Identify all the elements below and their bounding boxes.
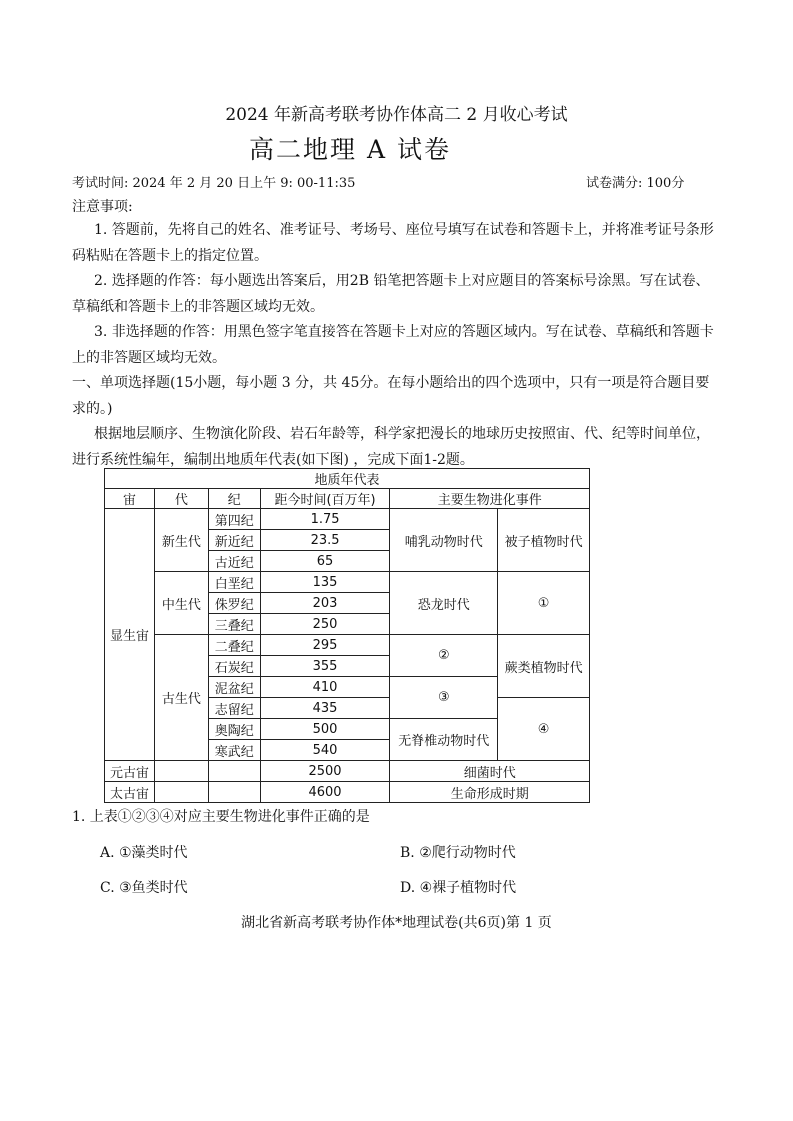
event-ferns: 蕨类植物时代 (498, 635, 590, 698)
period-cell: 第四纪 (208, 509, 260, 530)
empty-cell (154, 761, 208, 782)
option-c[interactable]: C. ③鱼类时代 (100, 880, 188, 896)
notes-heading: 注意事项: (72, 199, 133, 215)
period-cell: 奥陶纪 (208, 719, 260, 740)
time-cell: 2500 (260, 761, 390, 782)
question-intro: 根据地层顺序、生物演化阶段、岩石年龄等，科学家把漫长的地球历史按照宙、代、纪等时间单位，进行系统性编年，编制出地质年代表(如下图) ，完成下面1-2题。 (72, 426, 710, 468)
option-b[interactable]: B. ②爬行动物时代 (400, 845, 516, 861)
period-cell: 新近纪 (208, 530, 260, 551)
event-blank-4: ④ (498, 698, 590, 761)
period-cell: 石炭纪 (208, 656, 260, 677)
event-blank-2: ② (390, 635, 498, 677)
note-item-2: 2. 选择题的作答：每小题选出答案后，用2B 铅笔把答题卡上对应题目的答案标号涂黑。写在试卷、草稿纸和答题卡上的非答题区域均无效。 (72, 273, 710, 315)
period-cell: 寒武纪 (208, 740, 260, 761)
event-angiosperms: 被子植物时代 (498, 509, 590, 572)
period-cell: 古近纪 (208, 551, 260, 572)
header-period: 纪 (208, 489, 260, 509)
empty-cell (208, 782, 260, 803)
note-item-1: 1. 答题前，先将自己的姓名、准考证号、考场号、座位号填写在试卷和答题卡上，并将准考证号条形码粘贴在答题卡上的指定位置。 (72, 222, 714, 264)
era-cenozoic: 新生代 (154, 509, 208, 572)
time-cell: 435 (260, 698, 390, 719)
event-dinosaurs: 恐龙时代 (390, 572, 498, 635)
period-cell: 白垩纪 (208, 572, 260, 593)
note-item-3: 3. 非选择题的作答：用黑色签字笔直接答在答题卡上对应的答题区域内。写在试卷、草稿纸和答题卡上的非答题区域均无效。 (72, 324, 714, 366)
event-blank-3: ③ (390, 677, 498, 719)
time-cell: 410 (260, 677, 390, 698)
empty-cell (208, 761, 260, 782)
era-mesozoic: 中生代 (154, 572, 208, 635)
time-cell: 540 (260, 740, 390, 761)
section-heading: 一、单项选择题(15小题，每小题 3 分，共 45分。在每小题给出的四个选项中，只有一项是符合题目要求的。) (72, 375, 710, 417)
header-era: 代 (154, 489, 208, 509)
period-cell: 泥盆纪 (208, 677, 260, 698)
eon-proterozoic: 元古宙 (105, 761, 155, 782)
time-cell: 500 (260, 719, 390, 740)
era-paleozoic: 古生代 (154, 635, 208, 761)
event-invertebrates: 无脊椎动物时代 (390, 719, 498, 761)
exam-title: 2024 年新高考联考协作体高二 2 月收心考试 (225, 105, 568, 125)
event-blank-1: ① (498, 572, 590, 635)
geologic-time-table (104, 468, 590, 803)
table-caption: 地质年代表 (105, 469, 590, 489)
full-score: 试卷满分: 100分 (586, 176, 685, 191)
event-origin-of-life: 生命形成时期 (390, 782, 590, 803)
paper-title: 高二地理 A 试卷 (249, 135, 451, 164)
exam-time: 考试时间: 2024 年 2 月 20 日上午 9: 00-11:35 (72, 176, 356, 191)
option-a[interactable]: A. ①藻类时代 (100, 845, 188, 861)
event-bacteria: 细菌时代 (390, 761, 590, 782)
time-cell: 250 (260, 614, 390, 635)
time-cell: 23.5 (260, 530, 390, 551)
time-cell: 295 (260, 635, 390, 656)
time-cell: 135 (260, 572, 390, 593)
empty-cell (154, 782, 208, 803)
period-cell: 二叠纪 (208, 635, 260, 656)
eon-phanerozoic: 显生宙 (105, 509, 155, 761)
page-footer: 湖北省新高考联考协作体*地理试卷(共6页)第 1 页 (241, 915, 552, 931)
time-cell: 355 (260, 656, 390, 677)
eon-archean: 太古宙 (105, 782, 155, 803)
time-cell: 4600 (260, 782, 390, 803)
time-cell: 203 (260, 593, 390, 614)
question-stem: 1. 上表①②③④对应主要生物进化事件正确的是 (72, 809, 370, 825)
event-mammals: 哺乳动物时代 (390, 509, 498, 572)
time-cell: 1.75 (260, 509, 390, 530)
option-d[interactable]: D. ④裸子植物时代 (400, 880, 517, 896)
period-cell: 三叠纪 (208, 614, 260, 635)
period-cell: 侏罗纪 (208, 593, 260, 614)
time-cell: 65 (260, 551, 390, 572)
header-eon: 宙 (105, 489, 155, 509)
period-cell: 志留纪 (208, 698, 260, 719)
header-time: 距今时间(百万年) (260, 489, 390, 509)
header-events: 主要生物进化事件 (390, 489, 590, 509)
